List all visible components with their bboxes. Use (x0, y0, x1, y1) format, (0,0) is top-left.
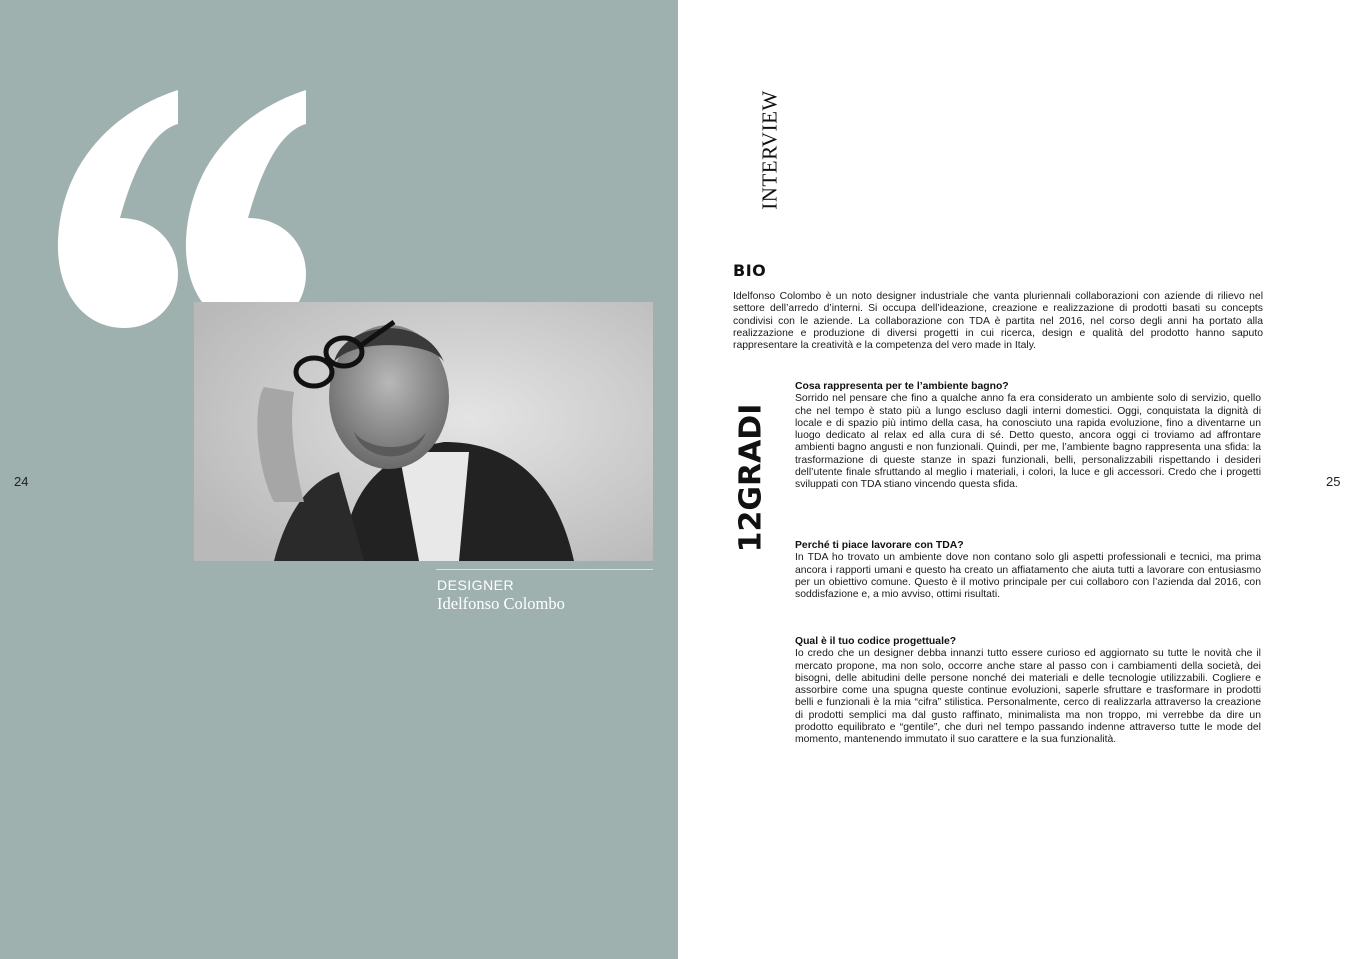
bio-title: BIO (733, 261, 767, 280)
section-label: INTERVIEW (757, 90, 782, 210)
page-number-right: 25 (1326, 474, 1341, 489)
interview-question: Qual è il tuo codice progettuale? (795, 636, 957, 647)
interview-block (795, 381, 1261, 492)
caption-divider (436, 569, 653, 570)
quotation-mark-icon (56, 90, 308, 330)
interview-answer: Sorrido nel pensare che fino a qualche anno fa era considerato un ambiente solo di servizio, quello che nel tempo è stato più a lungo escluso dagli interni domestici. Oggi, conquistata la dignità di locale e di spazio più intimo della casa, ha conosciuto una rapida evoluzione, fino a diventarne un luogo dedicato al relax ed alla cura di sé. Detto questo, ancora oggi ci troviamo ad affrontare ambienti bagno angusti e non funzionali. Quindi, per me, l’ambiente bagno rappresenta una sfida: la trasformazione di queste stanze in spazi funzionali, belli, personalizzabili rispettando i desideri dell’utente finale sfruttando al meglio i materiali, i colori, la luce e gli accessori. Credo che i progetti sviluppati con TDA stiano vincendo questa sfida. (795, 393, 1261, 491)
bio-text: Idelfonso Colombo è un noto designer industriale che vanta pluriennali collaborazioni con aziende di rilievo nel settore dell’arredo d’interni. Si occupa dell’ideazione, creazione e realizzazione di prodotti basati su concepts condivisi con le aziende. La collaborazione con TDA è partita nel 2016, nel corso degli anni ha portato alla realizzazione e produzione di diversi progetti in cui ricerca, design e qualità del prodotto hanno saputo rappresentare la creatività e la competenza del vero made in Italy. (733, 291, 1263, 352)
interview-answer: In TDA ho trovato un ambiente dove non contano solo gli aspetti professionali e tecnici, ma prima ancora i rapporti umani e questo ha creato un affiatamento che aiuta tutti a lavorare con entusiasmo per un obiettivo comune. Questo è il motivo principale per cui collaboro con l’azienda dal 2016, con soddisfazione e, a mio avviso, ottimi risultati. (795, 552, 1261, 601)
interview-question: Cosa rappresenta per te l’ambiente bagno? (795, 381, 1009, 392)
interview-block (795, 540, 1261, 601)
designer-portrait-photo (194, 302, 653, 561)
caption-role: DESIGNER (437, 577, 515, 593)
caption-name: Idelfonso Colombo (437, 594, 565, 613)
interview-question: Perché ti piace lavorare con TDA? (795, 540, 964, 551)
interview-answer: Io credo che un designer debba innanzi tutto essere curioso ed aggiornato su tutte le novità che il mercato propone, ma non solo, occorre anche stare al passo con i cambiamenti della società, dei bisogni, delle abitudini delle persone nonché dei materiali e delle tecnologie utilizzabili. Cogliere e assorbire come una spugna queste continue evoluzioni, saperle sfruttare e trasformare in prodotti belli e funzionali è la mia “cifra” stilistica. Personalmente, cerco di realizzarla attraverso la creazione di prodotti semplici ma dal gusto raffinato, minimalista ma non troppo, mi verrebbe da dire un prodotto equilibrato e “gentile”, che duri nel tempo passando indenne attraverso tutte le mode del momento, mantenendo immutato il suo carattere e la sua funzionalità. (795, 648, 1261, 746)
interview-block (795, 636, 1261, 747)
brand-logo: 12GRADI (733, 403, 769, 553)
page-number-left: 24 (14, 474, 29, 489)
